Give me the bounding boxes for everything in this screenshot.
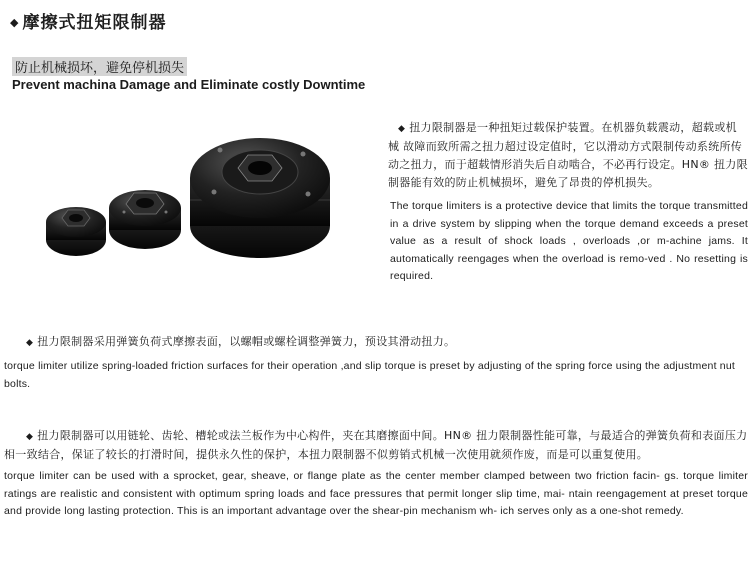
page-title: [10, 8, 166, 33]
center-member-english: torque limiter can be used with a sprocket, gear, sheave, or flange plate as the center member clamped between two friction facin- gs. torque limiter ratings are realistic and consistent with optimum spring loads and face pressures that permit longer slip time, mai- ntain reengagement at preset torque and provide long lasting protection. This is an important advantage over the shear-pin mechanism wh- ich serves only as a one-shot remedy.: [4, 470, 748, 517]
spring-chinese-text: 扭力限制器采用弹簧负荷式摩擦表面，以螺帽或螺栓调整弹簧力，预设其滑动扭力。: [37, 335, 456, 348]
intro-chinese-text: 扭力限制器是一种扭矩过载保护装置。在机器负载震动，超载或机械 故障而致所需之扭力超过设定值时，它以滑动方式限制传动系统所传动之扭力，而于超载情形消失后自动啮合，不必再行设定。HN® 扭力限制器能有效的防止机械损坏，避免了昂贵的停机损失。: [388, 121, 748, 189]
center-member-chinese-text: 扭力限制器可以用链轮、齿轮、槽轮或法兰板作为中心构件，夹在其磨擦面中间。HN® 扭力限制器性能可靠，与最适合的弹簧负荷和表面压力相一致结合，保证了较长的打滑时间，提供永久性的保护，本扭力限制器不似剪销式机械一次使用就须作废，而是可以重复使用。: [4, 429, 748, 461]
intro-section: [388, 119, 748, 286]
bullet-icon: ◆: [26, 338, 34, 348]
medium-torque-limiter: [109, 190, 181, 249]
product-photo: [40, 118, 360, 278]
subtitle-english: Prevent machina Damage and Eliminate costly Downtime: [12, 77, 366, 92]
center-member-section: [4, 427, 748, 521]
spring-english: torque limiter utilize spring-loaded friction surfaces for their operation ,and slip torque is preset by adjusting of the spring force using the adjustment nut bolts.: [4, 360, 736, 390]
bullet-icon: ◆: [10, 16, 20, 29]
bullet-icon: ◆: [398, 124, 406, 134]
bullet-icon: ◆: [26, 432, 34, 442]
small-torque-limiter: [46, 207, 106, 256]
spring-section: [4, 333, 744, 393]
page-title-text: 摩擦式扭矩限制器: [22, 13, 167, 33]
spring-chinese: [26, 333, 744, 352]
large-torque-limiter: [190, 138, 330, 258]
subtitle-chinese: 防止机械损坏，避免停机损失: [12, 57, 187, 76]
center-member-chinese: [4, 427, 748, 464]
intro-english: The torque limiters is a protective device that limits the torque transmitted in a drive system by slipping when the torque demand exceeds a preset value as a result of shock loads , overloads ,or m-achine jams. It automatically reengages when the overload is remo-ved . No resetting is required.: [390, 200, 748, 282]
intro-chinese: [388, 119, 748, 192]
